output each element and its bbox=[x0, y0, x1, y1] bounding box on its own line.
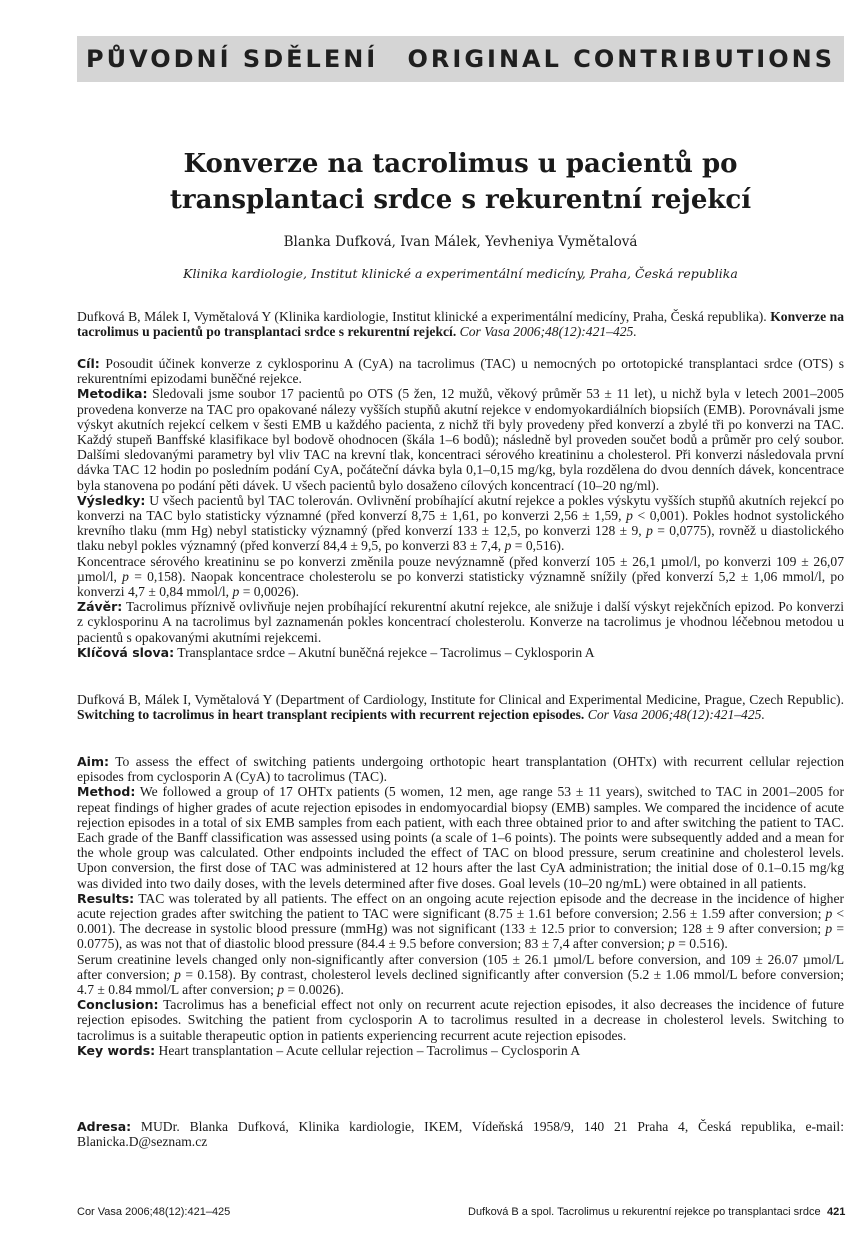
czech-results2-text-1: Koncentrace sérového kreatininu se po konverzi změnila pouze nevýznamně (před konverzí 105 ± 26,1 µmol/l, po konverzi 109 ± 26,07 µmol/l, bbox=[77, 553, 844, 584]
section-banner bbox=[77, 36, 844, 82]
english-cite-journal: Cor Vasa 2006;48(12):421–425. bbox=[587, 707, 765, 723]
english-aim-label: Aim: bbox=[77, 754, 109, 769]
english-aim-text: To assess the effect of switching patients undergoing orthotopic heart transplantation (OHTx) with recurrent cellular rejection episodes from cyclosporin A (CyA) to tacrolimus (TAC). bbox=[77, 754, 844, 785]
title-line-1: Konverze na tacrolimus u pacientů po bbox=[183, 149, 738, 179]
czech-method-text: Sledovali jsme soubor 17 pacientů po OTS (5 žen, 12 mužů, věkový průměr 53 ± 11 let), u nichž byla v letech 2001–2005 provedena konverze na TAC pro opakované nálezy vyšších stupňů akutní rejekce v endomyokardiálních biopsiích (EMB). Porovnávali jsme výskyt akutních rejekcí celkem v šesti EMB u každého pacienta, z nichž tři byly provedeny před konverzí a zbylé tři po konverzi na TAC. Každý stupeň Banffské klasifikace byl bodově ohodnocen (škála 1–6 bodů); následně byl proveden součet bodů a průměr pro celý soubor. Dalšími sledovanými parametry byl vliv TAC na krevní tlak, koncentraci sérového kreatininu a cholesterol. Při konverzi následovala první dávka TAC 12 hodin po posledním podání CyA, počáteční dávka byla 0,1–0,15 mg/kg, byla rozdělena do dvou denních dávek, koncentrace byla stanovena po podání pěti dávek. U všech pacientů bylo dosaženo cílových koncentrací (10–20 ng/ml). bbox=[77, 386, 844, 493]
english-results-text-3: = 0.0775), as was not that of diastolic blood pressure (84.4 ± 9.5 before conversion; 83 ± 7,4 after conversion; bbox=[77, 921, 845, 952]
english-results2-text-2: = 0.158). By contrast, cholesterol levels declined significantly after conversion (5.2 ± 1.06 mmol/L before conversion; 4.7 ± 0.84 mmol/L after conversion; bbox=[77, 966, 844, 998]
english-results-text-2: < 0.001). The decrease in systolic blood pressure (mmHg) was not significant (133 ± 12.5 prior to conversion; 128 ± 9 after conversion; bbox=[77, 906, 844, 937]
czech-citation bbox=[77, 309, 844, 339]
english-keywords-label: Key words: bbox=[77, 1042, 156, 1058]
english-results-text-1: TAC was tolerated by all patients. The effect on an ongoing acute rejection episode and the decrease in the incidence of higher acute rejection grades after switching the patient to TAC were significant (8.75 ± 1.61 before conversion; 2.56 ± 1.59 after conversion; bbox=[77, 890, 845, 922]
czech-results2-text-3: = 0,0026). bbox=[242, 584, 300, 600]
czech-p-value-symbol: p bbox=[626, 508, 633, 524]
english-p-value-symbol: p bbox=[668, 936, 675, 952]
english-cite-authors: Dufková B, Málek I, Vymětalová Y (Department of Cardiology, Institute for Clinical and Experimental Medicine, Prague, Czech Republic). bbox=[77, 692, 844, 707]
czech-results bbox=[77, 493, 844, 554]
czech-p-value-symbol: p bbox=[122, 568, 129, 584]
english-p-value-symbol: p bbox=[174, 966, 181, 982]
czech-aim-text: Posoudit účinek konverze z cyklosporinu A (CyA) na tacrolimus (TAC) u nemocných po ortotopické transplantaci srdce (OTS) s rekurentními epizodami buněčné rejekce. bbox=[77, 356, 844, 387]
english-results bbox=[77, 891, 844, 952]
czech-results-text-3: = 0,0775), rovněž u diastolického tlaku nebyl pokles významný (před konverzí 84,4 ± 9,5, po konverzi 83 ± 7,4, bbox=[77, 523, 844, 554]
czech-results-text-1: U všech pacientů byl TAC tolerován. Ovlivnění probíhající akutní rejekce a pokles výskytu vyšších stupňů akutních rejekcí po konverzi na TAC bylo statisticky významné (před konverzí 8,75 ± 1,61, po konverzi 2,56 ± 1,59, bbox=[77, 492, 844, 524]
english-method bbox=[77, 784, 844, 890]
czech-p-value-symbol: p bbox=[504, 538, 512, 554]
english-conclusion-text: Tacrolimus has a beneficial effect not only on recurrent acute rejection episodes, it also decreases the incidence of future rejection episodes. Switching the patient from cyclosporin A to tacrolimus resulted in a decrease in cholesterol levels. Switching to tacrolimus is a suitable therapeutic option in patients experiencing recurrent acute rejection episodes. bbox=[77, 997, 845, 1043]
czech-results-text-4: = 0,516). bbox=[514, 538, 565, 554]
english-results-text-4: = 0.516). bbox=[678, 936, 728, 952]
english-conclusion bbox=[77, 997, 844, 1043]
english-aim bbox=[77, 754, 844, 784]
english-p-value-symbol: p bbox=[825, 921, 833, 937]
czech-conclusion-label: Závěr: bbox=[77, 599, 123, 615]
czech-abstract bbox=[77, 356, 844, 660]
czech-keywords-text: Transplantace srdce – Akutní buněčná rejekce – Tacrolimus – Cyklosporin A bbox=[177, 644, 595, 660]
czech-aim-label: Cíl: bbox=[77, 356, 100, 371]
czech-results-text-2: < 0,001). Pokles hodnot systolického krevního tlaku (mm Hg) nebyl statisticky významný (před konverzí 133 ± 12,5, po konverzi 128 ± 9, bbox=[77, 508, 844, 539]
czech-p-value-symbol: p bbox=[232, 584, 240, 600]
section-label-czech: PŮVODNÍ SDĚLENÍ bbox=[86, 45, 379, 73]
czech-conclusion-text: Tacrolimus příznivě ovlivňuje nejen probíhající rekurentní akutní rejekce, ale snižuje i další výskyt rejekčních epizod. Po konverzi z cyklosporinu A na tacrolimus byl zaznamenán pokles koncentrací cholesterolu. Konverze na tacrolimus je vhodnou léčebnou metodou u pacientů s opakovanými akutními rejekcemi. bbox=[77, 599, 845, 645]
czech-results-label: Výsledky: bbox=[77, 492, 146, 508]
article-authors: Blanka Dufková, Ivan Málek, Yevheniya Vymětalová bbox=[283, 234, 638, 250]
footer-journal-citation: Cor Vasa 2006;48(12):421–425 bbox=[77, 1206, 231, 1218]
article-title bbox=[77, 146, 844, 218]
english-p-value-symbol: p bbox=[825, 906, 833, 922]
english-p-value-symbol: p bbox=[277, 982, 285, 998]
section-label-english: ORIGINAL CONTRIBUTIONS bbox=[407, 45, 835, 73]
english-results2-text-3: = 0.0026). bbox=[287, 982, 344, 998]
czech-cite-authors: Dufková B, Málek I, Vymětalová Y (Klinika kardiologie, Institut klinické a experimentální medicíny, Praha, Česká republika). bbox=[77, 309, 767, 324]
czech-aim bbox=[77, 356, 844, 386]
czech-method-label: Metodika: bbox=[77, 386, 148, 402]
english-abstract bbox=[77, 754, 844, 1058]
czech-keywords-label: Klíčová slova: bbox=[77, 644, 175, 660]
english-keywords-text: Heart transplantation – Acute cellular rejection – Tacrolimus – Cyclosporin A bbox=[158, 1042, 581, 1058]
czech-results-continued bbox=[77, 554, 844, 600]
english-results-label: Results: bbox=[77, 890, 135, 906]
article-institution: Klinika kardiologie, Institut klinické a experimentální medicíny, Praha, Česká republika bbox=[183, 266, 738, 281]
english-citation bbox=[77, 692, 844, 722]
footer-running-title: Dufková B a spol. Tacrolimus u rekurentní rejekce po transplantaci srdce bbox=[468, 1206, 821, 1218]
english-results-continued bbox=[77, 952, 844, 998]
english-method-label: Method: bbox=[77, 784, 136, 800]
czech-results2-text-2: = 0,158). Naopak koncentrace cholesterolu se po konverzi statisticky významně snížily (před konverzí 5,2 ± 1,06 mmol/l, po konverzi 4,7 ± 0,84 mmol/l, bbox=[77, 568, 845, 600]
address-label: Adresa: bbox=[77, 1119, 132, 1134]
czech-cite-title: Konverze na tacrolimus u pacientů po transplantaci srdce s rekurentní rejekcí. bbox=[77, 309, 844, 340]
english-keywords bbox=[77, 1043, 844, 1058]
english-conclusion-label: Conclusion: bbox=[77, 997, 159, 1013]
english-results2-text-1: Serum creatinine levels changed only non-significantly after conversion (105 ± 26.1 µmol/L before conversion, and 109 ± 26.07 µmol/L after conversion; bbox=[77, 951, 844, 982]
correspondence-address bbox=[77, 1119, 844, 1149]
title-line-2: transplantaci srdce s rekurentní rejekcí bbox=[169, 185, 752, 215]
page-number: 421 bbox=[827, 1206, 846, 1218]
czech-method bbox=[77, 386, 844, 492]
czech-p-value-symbol: p bbox=[646, 523, 653, 539]
czech-conclusion bbox=[77, 599, 844, 645]
address-text: MUDr. Blanka Dufková, Klinika kardiologie, IKEM, Vídeňská 1958/9, 140 21 Praha 4, Česká republika, e-mail: Blanicka.D@seznam.cz bbox=[77, 1119, 844, 1150]
czech-cite-journal: Cor Vasa 2006;48(12):421–425. bbox=[459, 324, 637, 340]
english-cite-title: Switching to tacrolimus in heart transplant recipients with recurrent rejection episodes. bbox=[77, 707, 585, 723]
english-method-text: We followed a group of 17 OHTx patients (5 women, 12 men, age range 53 ± 11 years), switched to TAC in 2001–2005 for repeat findings of higher grades of acute rejection episodes in endomyocardial biopsy (EMB) samples. We compared the incidence of acute rejection episodes in a total of six EMB samples from each patient, with each three obtained prior to and after switching the patient to TAC. Each grade of the Banff classification was assessed using points (a scale of 1–6 points). The points were subsequently added and a mean for the whole group was calculated. Other endpoints included the effect of TAC on blood pressure, serum creatinine and cholesterol levels. Upon conversion, the first dose of TAC was administered at 12 hours after the last CyA administration; the initial dose of 0.1–0.15 mg/kg was divided into two daily doses, with the levels determined after five doses. Goal levels (10–20 ng/mL) were obtained in all patients. bbox=[77, 784, 844, 891]
czech-keywords bbox=[77, 645, 844, 660]
